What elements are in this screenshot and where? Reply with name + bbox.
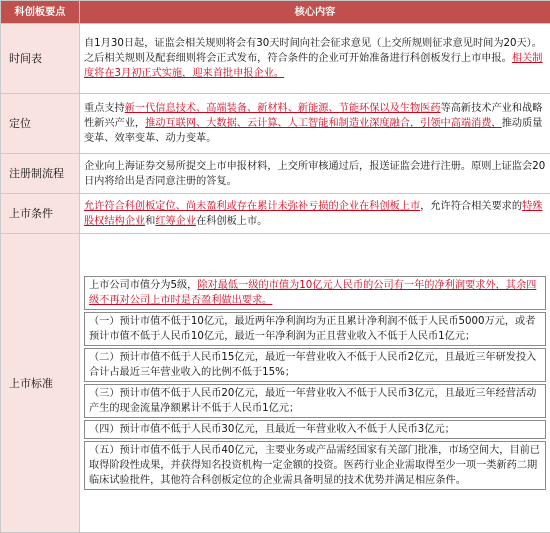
conditions-highlight-1: 允许符合科创板定位、尚未盈利或存在累计未弥补亏损的企业在科创板上市 xyxy=(84,200,421,212)
standards-intro xyxy=(84,276,546,310)
table-row-registration xyxy=(1,154,550,194)
positioning-highlight-2: 推动互联网、大数据、云计算、人工智能和制造业深度融合，引领中高端消费， xyxy=(145,118,502,129)
row-label-standards: 上市标准 xyxy=(1,234,80,533)
table-row-positioning xyxy=(1,94,550,154)
standard-item-5: （五）预计市值不低于人民币40亿元，主要业务或产品需经国家有关部门批准，市场空间大，目前已取得阶段性成果，并获得知名投资机构一定金额的投资。医药行业企业需取得至少一项一类新药二期临床试验批件，其他符合科创板定位的企业需具备明显的技术优势并满足相应条件。 xyxy=(84,441,546,490)
row-content-registration: 企业向上海证券交易所提交上市申报材料，上交所审核通过后，报送证监会进行注册。原则上证监会20日内将给出是否同意注册的答复。 xyxy=(80,154,550,194)
table-header-row xyxy=(1,1,550,24)
table-row-conditions xyxy=(1,194,550,234)
table-row-standards xyxy=(1,234,550,533)
positioning-text-a: 重点支持 xyxy=(84,103,125,114)
standards-intro-text: 上市公司市值分为5级， xyxy=(89,280,198,291)
conditions-text-c: 在科创板上市。 xyxy=(196,215,268,227)
standard-item-2: （二）预计市值不低于人民币15亿元，最近一年营业收入不低于人民币2亿元，且最近三年研发投入合计占最近三年营业收入的比例不低于15%； xyxy=(84,348,546,382)
conditions-text-b: 和 xyxy=(145,215,156,227)
standard-item-4: （四）预计市值不低于人民币30亿元，且最近一年营业收入不低于人民币3亿元； xyxy=(84,420,546,439)
conditions-text-a: ，允许符合相关要求的 xyxy=(420,200,523,212)
conditions-highlight-3: 红筹企业 xyxy=(155,215,197,227)
timeline-text: 自1月30日起，证监会相关规则将会有30天时间向社会征求意见（上交所规则征求意见时间为20天）。之后相关规则及配套细则将会正式发布，符合条件的企业可开始准备进行科创板发行上市申报。 xyxy=(84,38,542,64)
row-label-positioning: 定位 xyxy=(1,94,80,154)
header-col-points: 科创板要点 xyxy=(1,1,80,24)
row-content-timeline xyxy=(80,24,550,94)
row-label-conditions: 上市条件 xyxy=(1,194,80,234)
row-content-conditions xyxy=(80,194,550,234)
conditions-highlight-2: 特殊股权结构企业 xyxy=(84,200,543,227)
standard-item-3: （三）预计市值不低于人民币20亿元，最近一年营业收入不低于人民币3亿元，且最近三年经营活动产生的现金流量净额累计不低于人民币1亿元； xyxy=(84,384,546,418)
positioning-text-c: 推动质量变革、效率变革、动力变革。 xyxy=(84,118,543,144)
row-label-timeline: 时间表 xyxy=(1,24,80,94)
standard-item-1: （一）预计市值不低于10亿元，最近两年净利润均为正且累计净利润不低于人民币5000万元，或者预计市值不低于人民币10亿元，最近一年净利润为正且营业收入不低于人民币1亿元； xyxy=(84,312,546,346)
positioning-highlight-1: 新一代信息技术、高端装备、新材料、新能源、节能环保以及生物医药 xyxy=(124,103,441,114)
row-label-registration: 注册制流程 xyxy=(1,154,80,194)
standards-intro-highlight: 除对最低一级的市值为10亿元人民币的公司有一年的净利润要求外，其余四级不再对公司上市时是否盈利做出要求。 xyxy=(89,280,537,306)
header-col-content: 核心内容 xyxy=(80,1,550,24)
row-content-standards xyxy=(80,234,550,533)
positioning-text-b: 等高新技术产业和战略性新兴产业， xyxy=(84,103,543,129)
row-content-positioning xyxy=(80,94,550,154)
timeline-highlight: 相关制度将在3月初正式实施，迎来首批申报企业。 xyxy=(84,53,543,79)
table-row-timeline xyxy=(1,24,550,94)
